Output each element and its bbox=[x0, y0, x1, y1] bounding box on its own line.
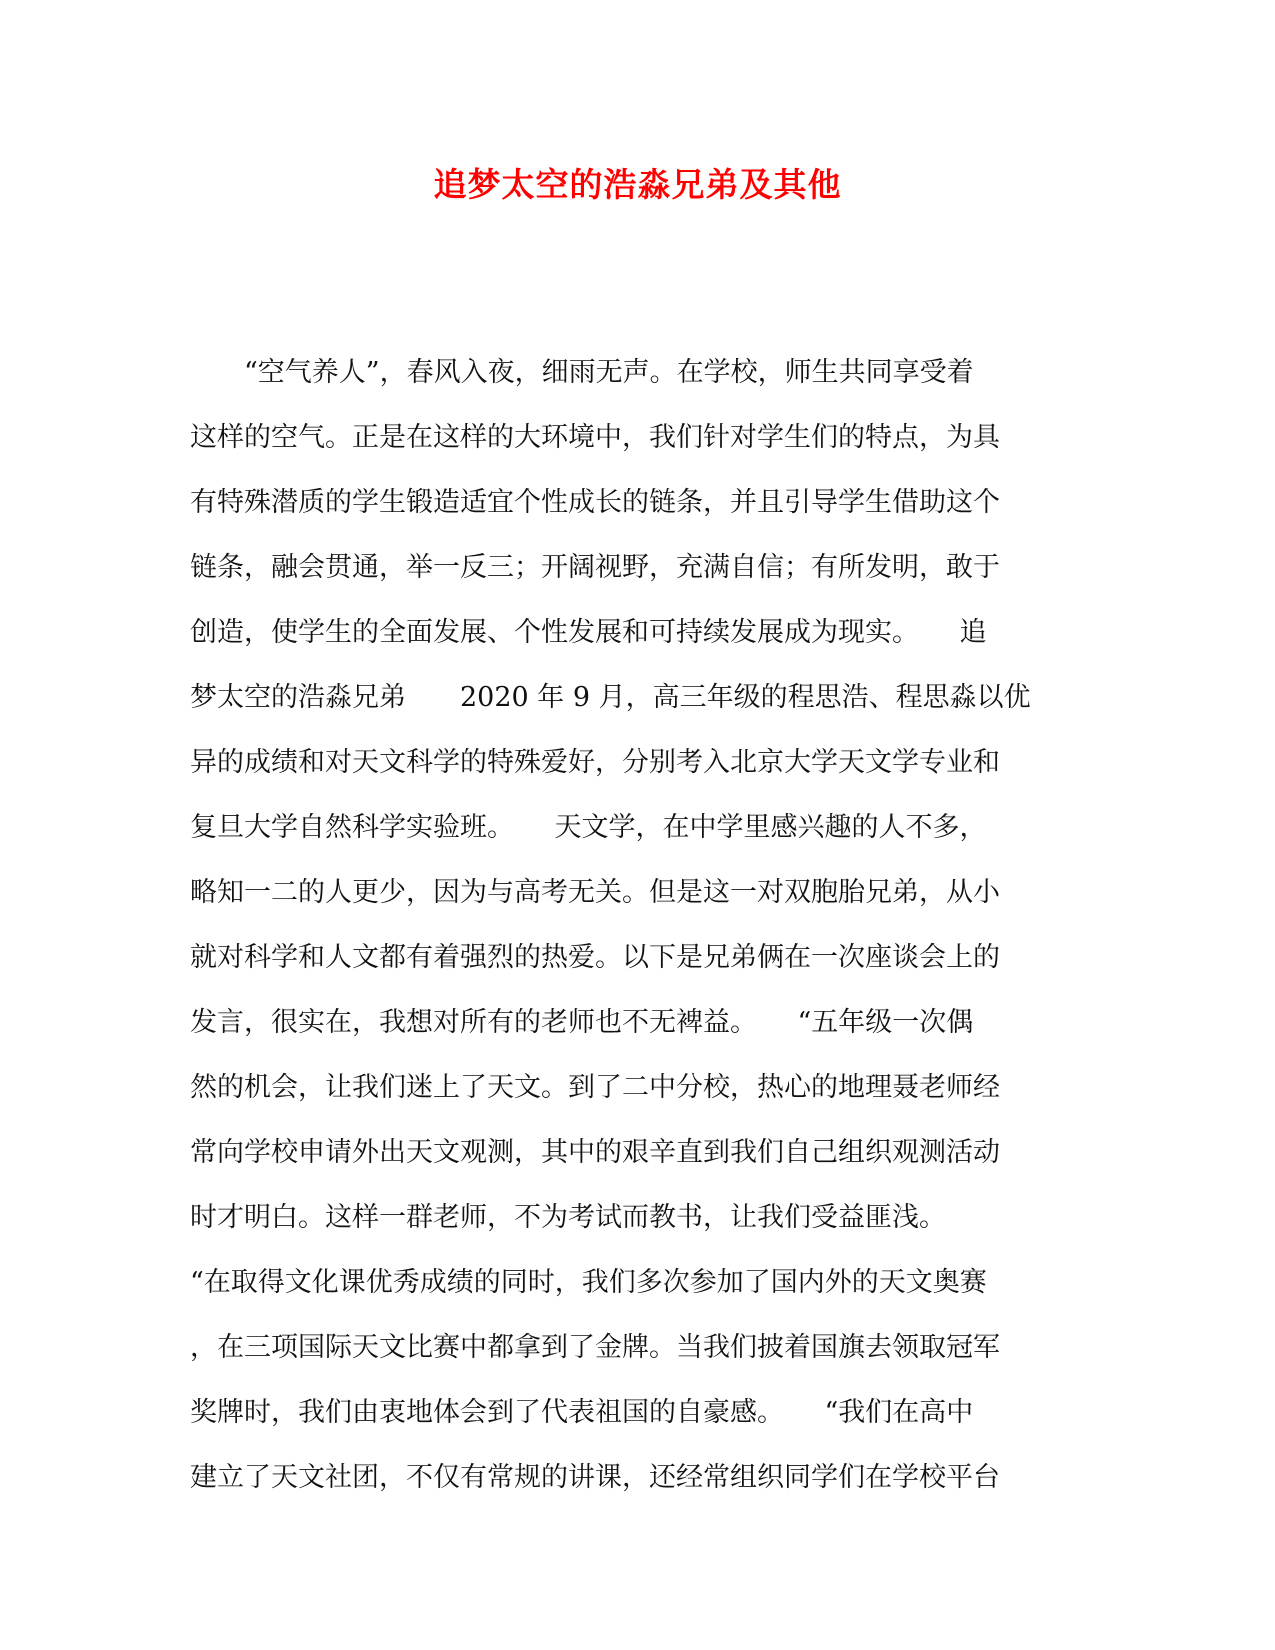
text-line: 创造，使学生的全面发展、个性发展和可持续发展成为现实。 追 bbox=[190, 617, 987, 648]
text-line: 奖牌时，我们由衷地体会到了代表祖国的自豪感。 “我们在高中 bbox=[190, 1397, 974, 1428]
text-line: 时才明白。这样一群老师，不为考试而教书，让我们受益匪浅。 bbox=[190, 1202, 946, 1233]
document-body bbox=[190, 340, 1070, 1510]
text-line: 就对科学和人文都有着强烈的热爱。以下是兄弟俩在一次座谈会上的 bbox=[190, 942, 1000, 973]
document-title: 追梦太空的浩淼兄弟及其他 bbox=[433, 165, 842, 204]
text-line: 梦太空的浩淼兄弟 2020 年 9 月，高三年级的程思浩、程思淼以优 bbox=[190, 682, 1031, 713]
text-line: “空气养人”，春风入夜，细雨无声。在学校，师生共同享受着 bbox=[190, 357, 974, 388]
text-line: “在取得文化课优秀成绩的同时，我们多次参加了国内外的天文奥赛 bbox=[190, 1267, 987, 1298]
text-line: ，在三项国际天文比赛中都拿到了金牌。当我们披着国旗去领取冠军 bbox=[190, 1332, 1000, 1363]
text-line: 链条，融会贯通，举一反三；开阔视野，充满自信；有所发明，敢于 bbox=[190, 552, 1000, 583]
text-line: 发言，很实在，我想对所有的老师也不无裨益。 “五年级一次偶 bbox=[190, 1007, 974, 1038]
text-line: 略知一二的人更少，因为与高考无关。但是这一对双胞胎兄弟，从小 bbox=[190, 877, 1000, 908]
text-line: 复旦大学自然科学实验班。 天文学，在中学里感兴趣的人不多， bbox=[190, 812, 987, 843]
text-line: 常向学校申请外出天文观测，其中的艰辛直到我们自己组织观测活动 bbox=[190, 1137, 1000, 1168]
text-line: 异的成绩和对天文科学的特殊爱好，分别考入北京大学天文学专业和 bbox=[190, 747, 1000, 778]
text-line: 有特殊潜质的学生锻造适宜个性成长的链条，并且引导学生借助这个 bbox=[190, 487, 1000, 518]
text-line: 建立了天文社团，不仅有常规的讲课，还经常组织同学们在学校平台 bbox=[190, 1462, 1000, 1493]
text-line: 然的机会，让我们迷上了天文。到了二中分校，热心的地理聂老师经 bbox=[190, 1072, 1000, 1103]
text-line: 这样的空气。正是在这样的大环境中，我们针对学生们的特点，为具 bbox=[190, 422, 1000, 453]
